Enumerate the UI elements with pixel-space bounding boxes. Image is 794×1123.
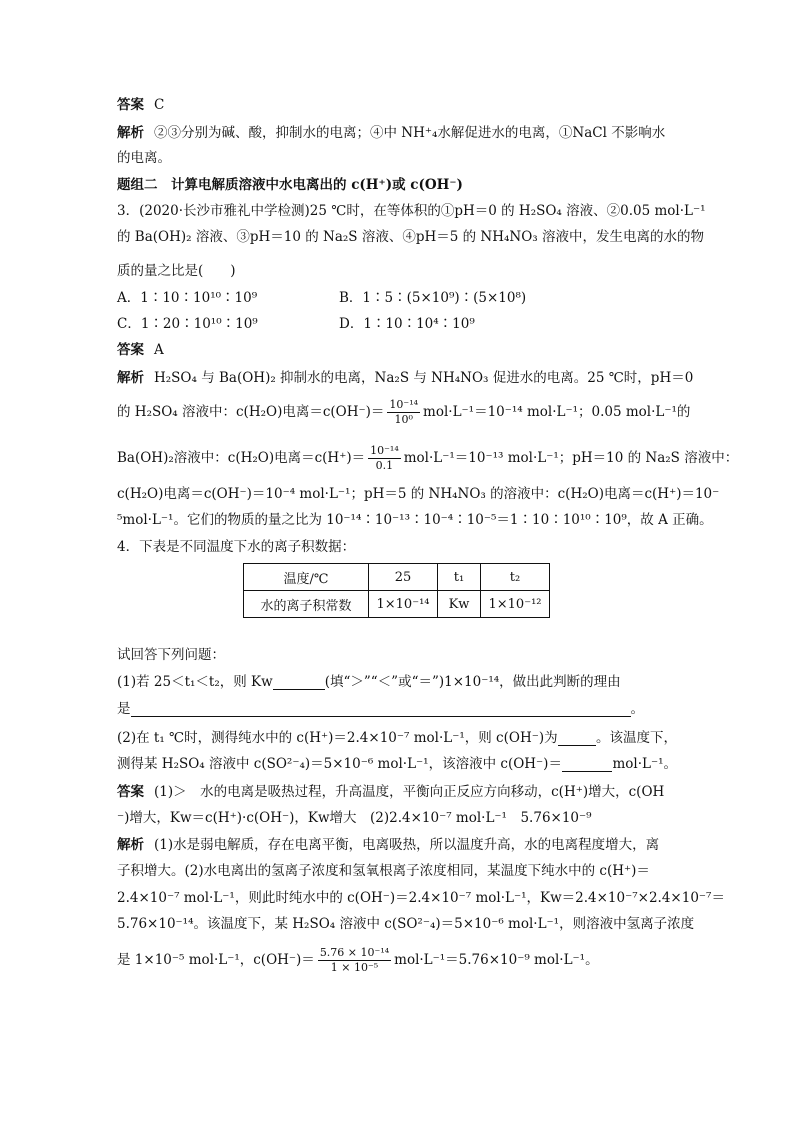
option-c-key: C． <box>117 316 141 332</box>
q3-options-row-1 <box>117 286 677 310</box>
q4-part2-text-d: mol·L⁻¹。 <box>612 756 677 772</box>
fraction <box>318 946 391 975</box>
q4-answer-text-2: ⁻)增大，Kw＝c(H⁺)·c(OH⁻)，Kw增大 (2)2.4×10⁻⁷ mol·L⁻¹ 5.76×10⁻⁹ <box>117 810 592 826</box>
q3-options-row-2 <box>117 312 677 336</box>
q3-answer: A <box>154 342 164 358</box>
q4-answer-text-1: (1)＞ 水的电离是吸热过程，升高温度，平衡向正反应方向移动，c(H⁺)增大，c(OH <box>154 784 665 800</box>
table-cell: 水的离子积常数 <box>244 591 369 618</box>
q2-analysis-text-1: ②③分别为碱、酸，抑制水的电离；④中 NH⁺₄水解促进水的电离，①NaCl 不影响水 <box>154 125 666 141</box>
ion-product-table <box>243 563 550 618</box>
q4-analysis-line-3 <box>117 886 725 910</box>
fraction-numerator: 5.76 × 10⁻¹⁴ <box>319 945 390 959</box>
q4-part1-line-2 <box>117 697 677 721</box>
q3-answer-line <box>117 338 677 362</box>
option-d-key: D． <box>339 316 364 332</box>
fraction-denominator: 10⁰ <box>394 412 413 426</box>
q4-analysis-text-5a: 是 1×10⁻⁵ mol·L⁻¹，c(OH⁻)＝ <box>117 952 315 968</box>
group2-title: 题组二 计算电解质溶液中水电离出的 c(H⁺)或 c(OH⁻) <box>117 177 463 193</box>
option-b[interactable] <box>339 288 526 308</box>
answer-blank-1[interactable] <box>273 675 325 690</box>
option-b-text: 1∶5∶(5×10⁹)∶(5×10⁸) <box>362 290 527 306</box>
answer-blank-3[interactable] <box>558 731 596 746</box>
q4-analysis-line-5 <box>117 940 677 980</box>
q4-part1-text-a: (1)若 25＜t₁＜t₂，则 Kw <box>117 674 273 690</box>
q4-part2-text-c: 测得某 H₂SO₄ 溶液中 c(SO²⁻₄)＝5×10⁻⁶ mol·L⁻¹，该溶液中 c(OH⁻)＝ <box>117 756 562 772</box>
fraction-numerator: 10⁻¹⁴ <box>389 397 419 411</box>
table-cell: 25 <box>369 564 438 591</box>
q4-answer-line-2 <box>117 806 677 830</box>
q3-analysis-line-2 <box>117 392 691 432</box>
analysis-label: 解析 <box>117 370 144 386</box>
answer-label: 答案 <box>117 784 144 800</box>
q4-analysis-text-4: 5.76×10⁻¹⁴。该温度下，某 H₂SO₄ 溶液中 c(SO²⁻₄)＝5×10⁻⁶ mol·L⁻¹，则溶液中氢离子浓度 <box>117 916 695 932</box>
table-row <box>244 591 550 618</box>
answer-blank-4[interactable] <box>562 757 613 772</box>
table-cell: t₂ <box>481 564 550 591</box>
q3-stem-line-1 <box>117 199 706 223</box>
q4-part1-text-b: (填“＞”“＜”或“＝”)1×10⁻¹⁴，做出此判断的理由 <box>324 674 621 690</box>
table-cell: 1×10⁻¹² <box>481 591 550 618</box>
q4-part2-text-b: 。该温度下， <box>596 730 677 746</box>
q4-part1-line-1 <box>117 670 677 694</box>
q4-analysis-line-2 <box>117 859 677 883</box>
q4-analysis-text-1: (1)水是弱电解质，存在电离平衡，电离吸热，所以温度升高，水的电离程度增大，离 <box>154 837 660 853</box>
q4-stem-text: 4．下表是不同温度下水的离子积数据： <box>117 539 356 555</box>
q4-analysis-text-5b: mol·L⁻¹＝5.76×10⁻⁹ mol·L⁻¹。 <box>394 952 599 968</box>
option-d-text: 1∶10∶10⁴∶10⁹ <box>363 316 475 332</box>
q2-analysis-line-2 <box>117 146 677 170</box>
q3-analysis-line-5 <box>117 508 713 532</box>
q4-answer-line-1 <box>117 780 677 804</box>
answer-label: 答案 <box>117 97 144 113</box>
q4-analysis-line-4 <box>117 912 695 936</box>
q4-stem-line <box>117 535 677 559</box>
table-cell: Kw <box>438 591 481 618</box>
table-row <box>244 564 550 591</box>
fraction-denominator: 1 × 10⁻⁵ <box>330 960 379 974</box>
q3-stem-line-2 <box>117 225 704 249</box>
option-a[interactable] <box>117 288 339 308</box>
answer-label: 答案 <box>117 342 144 358</box>
fraction-numerator: 10⁻¹⁴ <box>370 443 399 457</box>
q4-analysis-text-2: 子积增大。(2)水电离出的氢离子浓度和氢氧根离子浓度相同，某温度下纯水中的 c(H⁺)＝ <box>117 863 650 879</box>
q3-analysis-text-3b: mol·L⁻¹＝10⁻¹³ mol·L⁻¹；pH＝10 的 Na₂S 溶液中： <box>403 450 739 466</box>
q4-prompt-line <box>117 643 677 667</box>
option-b-key: B． <box>339 290 363 306</box>
q4-analysis-line-1 <box>117 833 677 857</box>
table-cell: 1×10⁻¹⁴ <box>369 591 438 618</box>
q3-analysis-text-4: c(H₂O)电离＝c(OH⁻)＝10⁻⁴ mol·L⁻¹；pH＝5 的 NH₄NO₃ 的溶液中：c(H₂O)电离＝c(H⁺)＝10⁻ <box>117 486 720 502</box>
q3-analysis-text-3a: Ba(OH)₂溶液中：c(H₂O)电离＝c(H⁺)＝ <box>117 450 366 466</box>
fraction <box>387 398 420 427</box>
q3-stem-text-3: 质的量之比是( ) <box>117 263 236 279</box>
q3-analysis-text-2a: 的 H₂SO₄ 溶液中：c(H₂O)电离＝c(OH⁻)＝ <box>117 404 385 420</box>
fraction <box>368 444 401 473</box>
q3-analysis-line-3 <box>117 438 739 478</box>
q4-part1-end: 。 <box>630 701 644 717</box>
q3-stem-text-1: 3．(2020·长沙市雅礼中学检测)25 ℃时，在等体积的①pH＝0 的 H₂SO₄ 溶液、②0.05 mol·L⁻¹ <box>117 203 706 219</box>
q2-answer: C <box>154 97 165 113</box>
table-cell: t₁ <box>438 564 481 591</box>
q3-stem-line-3 <box>117 259 677 283</box>
q3-analysis-line-1 <box>117 366 694 390</box>
option-a-key: A． <box>117 290 141 306</box>
q2-analysis-line-1 <box>117 121 677 145</box>
group2-heading <box>117 173 677 197</box>
q3-analysis-text-1: H₂SO₄ 与 Ba(OH)₂ 抑制水的电离，Na₂S 与 NH₄NO₃ 促进水的电离。25 ℃时，pH＝0 <box>154 370 694 386</box>
q3-analysis-line-4 <box>117 482 720 506</box>
q4-analysis-text-3: 2.4×10⁻⁷ mol·L⁻¹，则此时纯水中的 c(OH⁻)＝2.4×10⁻⁷ mol·L⁻¹，Kw＝2.4×10⁻⁷×2.4×10⁻⁷＝ <box>117 890 725 906</box>
answer-blank-2[interactable] <box>131 702 631 717</box>
analysis-label: 解析 <box>117 837 144 853</box>
option-c-text: 1∶20∶10¹⁰∶10⁹ <box>140 316 258 332</box>
q2-answer-line <box>117 93 677 117</box>
q3-analysis-text-2b: mol·L⁻¹＝10⁻¹⁴ mol·L⁻¹；0.05 mol·L⁻¹的 <box>423 404 691 420</box>
q4-prompt-text: 试回答下列问题： <box>117 647 225 663</box>
q4-part1-text-c: 是 <box>117 701 131 717</box>
option-d[interactable] <box>339 314 475 334</box>
q3-analysis-text-5: ⁵mol·L⁻¹。它们的物质的量之比为 10⁻¹⁴∶10⁻¹³∶10⁻⁴∶10⁻⁵＝1∶10∶10¹⁰∶10⁹，故 A 正确。 <box>117 512 713 528</box>
q2-analysis-text-2: 的电离。 <box>117 150 171 166</box>
fraction-denominator: 0.1 <box>375 458 394 472</box>
option-c[interactable] <box>117 314 339 334</box>
q4-part2-text-a: (2)在 t₁ ℃时，测得纯水中的 c(H⁺)＝2.4×10⁻⁷ mol·L⁻¹，则 c(OH⁻)为 <box>117 730 558 746</box>
q3-stem-text-2: 的 Ba(OH)₂ 溶液、③pH＝10 的 Na₂S 溶液、④pH＝5 的 NH₄NO₃ 溶液中，发生电离的水的物 <box>117 229 704 245</box>
option-a-text: 1∶10∶10¹⁰∶10⁹ <box>140 290 258 306</box>
q4-part2-line-1 <box>117 726 677 750</box>
q4-part2-line-2 <box>117 752 677 776</box>
table-cell: 温度/℃ <box>244 564 369 591</box>
analysis-label: 解析 <box>117 125 144 141</box>
